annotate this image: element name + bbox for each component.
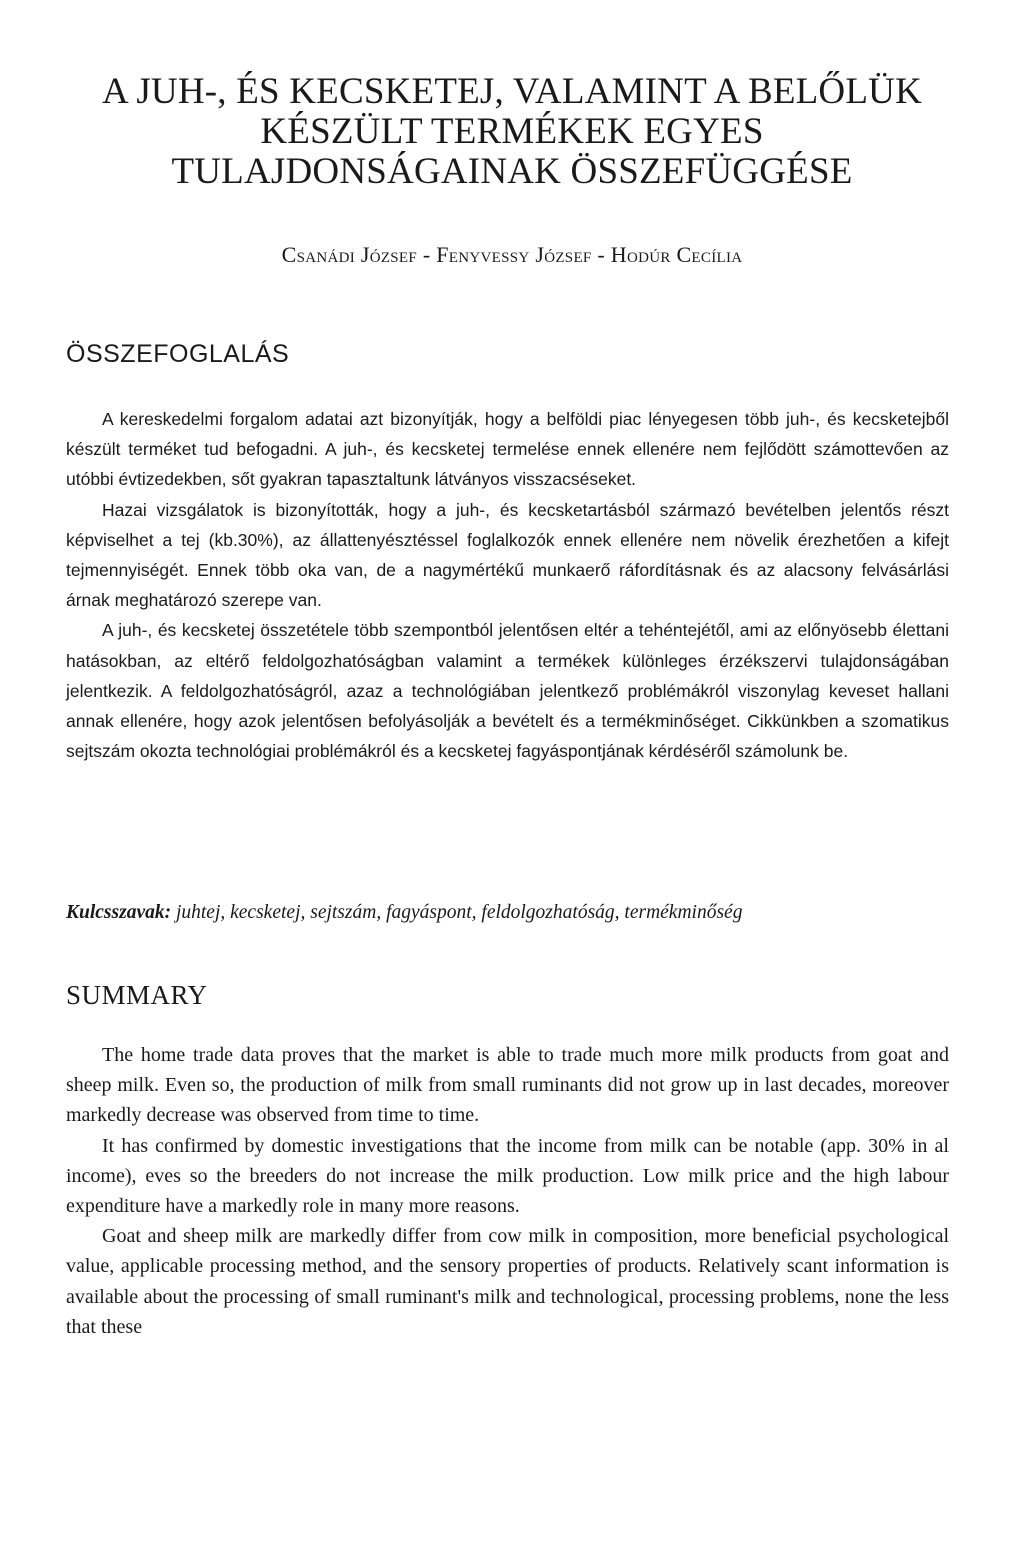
paper-title bbox=[60, 72, 964, 192]
section-heading-osszefoglalas: ÖSSZEFOGLALÁS bbox=[66, 340, 290, 368]
summary-paragraph: Goat and sheep milk are markedly differ from cow milk in composition, more beneficial psychological value, applicable processing method, and the sensory properties of products. Relatively scant information is available about the processing of small ruminant's milk and technological, processing problems, none the less that these bbox=[66, 1225, 949, 1338]
keywords-text: juhtej, kecsketej, sejtszám, fagyáspont, feldolgozhatóság, termékminőség bbox=[175, 902, 743, 923]
abstract-paragraph: A kereskedelmi forgalom adatai azt bizonyítják, hogy a belföldi piac lényegesen több juh-, és kecsketejből készült terméket tud befogadni. A juh-, és kecsketej termelése ennek ellenére nem fejlődött számottevően az utóbbi évtizedekben, sőt gyakran tapasztaltunk látványos visszacséseket. bbox=[66, 409, 949, 490]
summary-paragraph: The home trade data proves that the market is able to trade much more milk products from goat and sheep milk. Even so, the production of milk from small ruminants did not grow up in last decades, moreover markedly decrease was observed from time to time. bbox=[66, 1044, 949, 1127]
title-line: TULAJDONSÁGAINAK ÖSSZEFÜGGÉSE bbox=[171, 151, 853, 192]
title-line: KÉSZÜLT TERMÉKEK EGYES bbox=[260, 111, 764, 152]
abstract-paragraph: Hazai vizsgálatok is bizonyították, hogy a juh-, és kecsketartásból származó bevételben jelentős részt képviselhet a tej (kb.30%), az állattenyésztéssel foglalkozók ennek ellenére nem növelik érezhetően a kifejt tejmennyiségét. Ennek több oka van, de a nagymértékű munkaerő ráfordításnak és az alacsony felvásárlási árnak meghatározó szerepe van. bbox=[66, 499, 949, 611]
abstract-english bbox=[66, 1040, 949, 1342]
abstract-hungarian bbox=[66, 404, 949, 766]
author-list: Csanádi József - Fenyvessy József - Hodúr Cecília bbox=[281, 242, 743, 267]
summary-paragraph: It has confirmed by domestic investigations that the income from milk can be notable (app. 30% in al income), eves so the breeders do not increase the milk production. Low milk price and the high labour expenditure have a markedly role in many more reasons. bbox=[66, 1134, 949, 1218]
keywords-label: Kulcsszavak: bbox=[66, 902, 172, 923]
keywords-line bbox=[66, 902, 949, 924]
abstract-paragraph: A juh-, és kecsketej összetétele több szempontból jelentősen eltér a tehéntejétől, ami az előnyösebb élettani hatásokban, az eltérő feldolgozhatóságban valamint a termékek különleges érzékszervi tulajdonságában jelentkezik. A feldolgozhatóságról, azaz a technológiában jelentkező problémákról viszonylag keveset hallani annak ellenére, hogy azok jelentősen befolyásolják a bevételt és a termékminőséget. Cikkünkben a szomatikus sejtszám okozta technológiai problémákról és a kecsketej fagyáspontjának kérdéséről számolunk be. bbox=[66, 620, 949, 762]
section-heading-summary: SUMMARY bbox=[66, 980, 208, 1010]
title-line: A JUH-, ÉS KECSKETEJ, VALAMINT A BELŐLÜK bbox=[102, 71, 922, 112]
